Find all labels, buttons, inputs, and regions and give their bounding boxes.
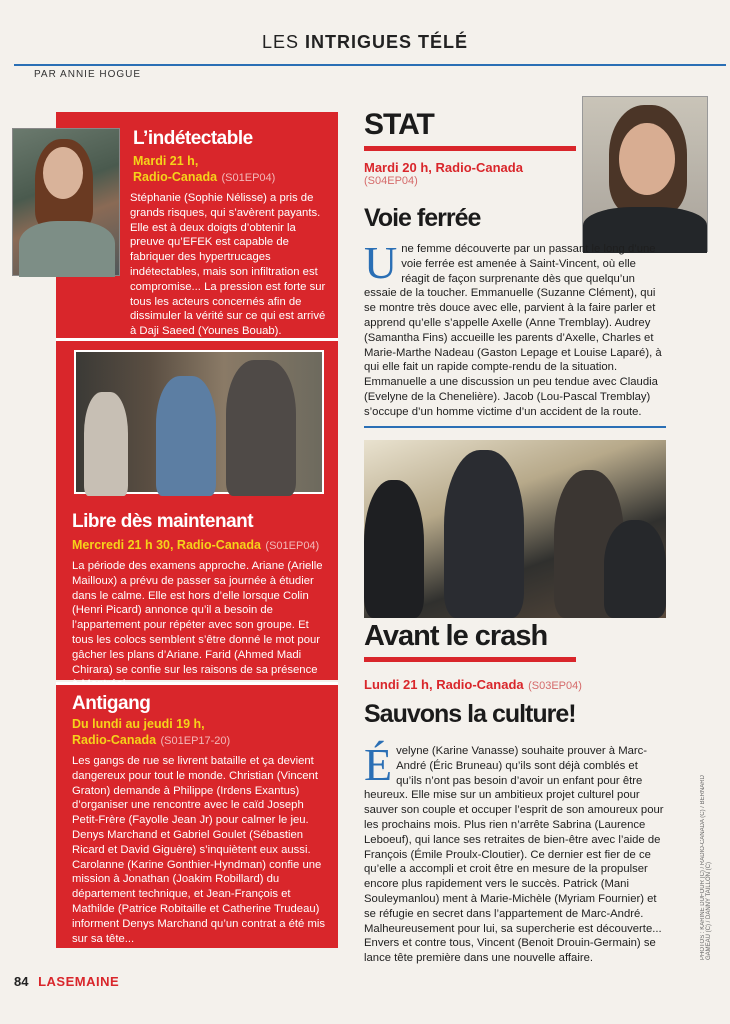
crash-dropcap: É — [364, 739, 393, 790]
section-header — [0, 32, 730, 53]
antigang-box — [56, 682, 338, 948]
antigang-body: Les gangs de rue se livrent bataille et ça devient dangereux pour tout le monde. Christian (Vincent Graton) demande à Philippe (Irdens Exantus) d’organiser une rencontre avec le caïd Joseph Petit-Frère (Fayolle Jean Jr) pour calmer le jeu. Denys Marchand et Gabriel Goulet (Sébastien Ricard et David Giguère) s’inquiètent eux aussi. Carolanne (Karine Gonthier-Hyndman) confie une mission à Jonathan (Joakim Robillard) du département technique, et Jean-François et Mathilde (Patrice Robitaille et Catherine Trudeau) informent Denys Marchand qu’un contrat a été mis sur sa tête... — [72, 755, 326, 945]
stat-divider — [364, 426, 666, 428]
libre-episode: (S01EP04) — [265, 540, 320, 552]
indetectable-date: Mardi 21 h, — [133, 154, 199, 168]
libre-body: La période des examens approche. Ariane (Arielle Mailloux) a prévu de passer sa journée à étudier dans le calme. Elle est hors d’elle lorsque Colin (Henri Picard) annonce qu’il a besoin de l’appartement pour répéter avec son groupe. Et tous les colocs semblent s’être donné le mot pour gâcher les plans d’Ariane. Farid (Ahmed Madi Chirara) se confie sur les raisons de sa présence — [72, 560, 323, 676]
crash-show-title: Avant le crash — [364, 620, 548, 652]
indetectable-channel: Radio-Canada — [133, 170, 218, 184]
stat-meta — [364, 160, 576, 187]
stat-article — [364, 237, 666, 420]
page-footer — [14, 974, 119, 989]
stat-body: ne femme découverte par un passant le long d’une voie ferrée est amenée à Saint-Vincent, où elle réagit de façon surprenante dès que quelqu’un essaie de la toucher. Emmanuelle (Suzanne Clément), qui se montre très douce avec elle, parvient à la faire parler et apprend qu’elle s’appelle Axelle (Anne Tremblay). Audrey (Samantha Fins) accueille les parents d’Axelle, Charles et Marie-Marthe Nadeau (Gaston Lepage et Louise Laparé), à qui elle fait un rapide compte-rendu de la situation. Emmanuelle a une discussion un peu tendue avec Claudia (Evelyne de la Chenelière). Jacob (Lou-Pascal Tremblay) s’occupe d’un homme victime d’un accident de la route. — [364, 243, 662, 418]
crash-episode: (S03EP04) — [528, 680, 582, 692]
antigang-channel: Radio-Canada — [72, 733, 157, 747]
antigang-date: Du lundi au jeudi 19 h, — [72, 717, 205, 731]
libre-photo — [74, 350, 324, 494]
stat-dropcap: U — [364, 237, 398, 288]
crash-red-rule — [364, 657, 576, 662]
antigang-episode: (S01EP17-20) — [160, 735, 231, 747]
antigang-title: Antigang — [72, 693, 151, 714]
header-title: INTRIGUES TÉLÉ — [305, 32, 469, 52]
crash-date: Lundi 21 h, Radio-Canada — [364, 677, 524, 692]
stat-show-title: STAT — [364, 108, 434, 141]
stat-episode-title: Voie ferrée — [364, 204, 481, 232]
stat-date: Mardi 20 h, Radio-Canada — [364, 160, 523, 175]
crash-episode-title: Sauvons la culture! — [364, 700, 576, 728]
indetectable-body: Stéphanie (Sophie Nélisse) a pris de grands risques, qui s’avèrent payants. Elle est à deux doigts d’obtenir la preuve qu’EFEK est capable de fabriquer des hypertrucages indétectables, mais son infiltration est compromise... La pression est forte sur tous les acteurs concernés afin de dissimuler la vérité sur ce qui est arrivé à Daji Saeed (Younes Bouab). — [130, 192, 326, 338]
crash-meta — [364, 676, 666, 694]
stat-red-rule — [364, 146, 576, 151]
indetectable-title: L’indétectable — [133, 128, 253, 149]
crash-photo — [364, 440, 666, 618]
byline: PAR ANNIE HOGUE — [34, 69, 142, 80]
libre-date: Mercredi 21 h 30, Radio-Canada — [72, 538, 261, 552]
crash-body: velyne (Karine Vanasse) souhaite prouver à Marc-André (Éric Bruneau) qu’ils sont déjà comblés et qu’ils n’ont pas besoin d’avoir un enfant pour être heureux. Elle mise sur un ambitieux projet culturel pour sauver son couple et occuper l’esprit de son amoureux pour les prochains mois. Plus rien n’arrête Sabrina (Laurence Leboeuf), qui lance ses retraites de bien-être avec l’aide de François (Émile Proulx-Cloutier). Ce dernier est fier de ce qu’elle a accompli et croit être en mesure de la propulser encore plus rapidement vers le succès. Patrick (Mani Souleymanlou) ment à Marie-Michèle (Myriam Fournier) et se réfugie en secret dans l’appartement de Marc-André. Malheureusement pour lui, sa supercherie est découverte... Envers et contre tous, Vincent (Benoit Drouin-Germain) se lance tête première dans une nouvelle affaire. — [364, 745, 664, 965]
indetectable-episode: (S01EP04) — [221, 172, 276, 184]
stat-episode: (S04EP04) — [364, 175, 418, 187]
magazine-brand: LASEMAINE — [38, 974, 120, 989]
crash-article — [364, 739, 666, 966]
page-number: 84 — [14, 974, 29, 989]
header-divider — [14, 64, 726, 66]
libre-title: Libre dès maintenant — [72, 511, 254, 532]
header-prefix: LES — [261, 32, 299, 52]
indetectable-photo — [12, 128, 120, 276]
photo-credits: PHOTOS : KARINE DUFOUR (C) / RADIO-CANADA (C) / BERNARD GAMEAU (C) / DANNY TAILLON (C) — [700, 775, 712, 960]
